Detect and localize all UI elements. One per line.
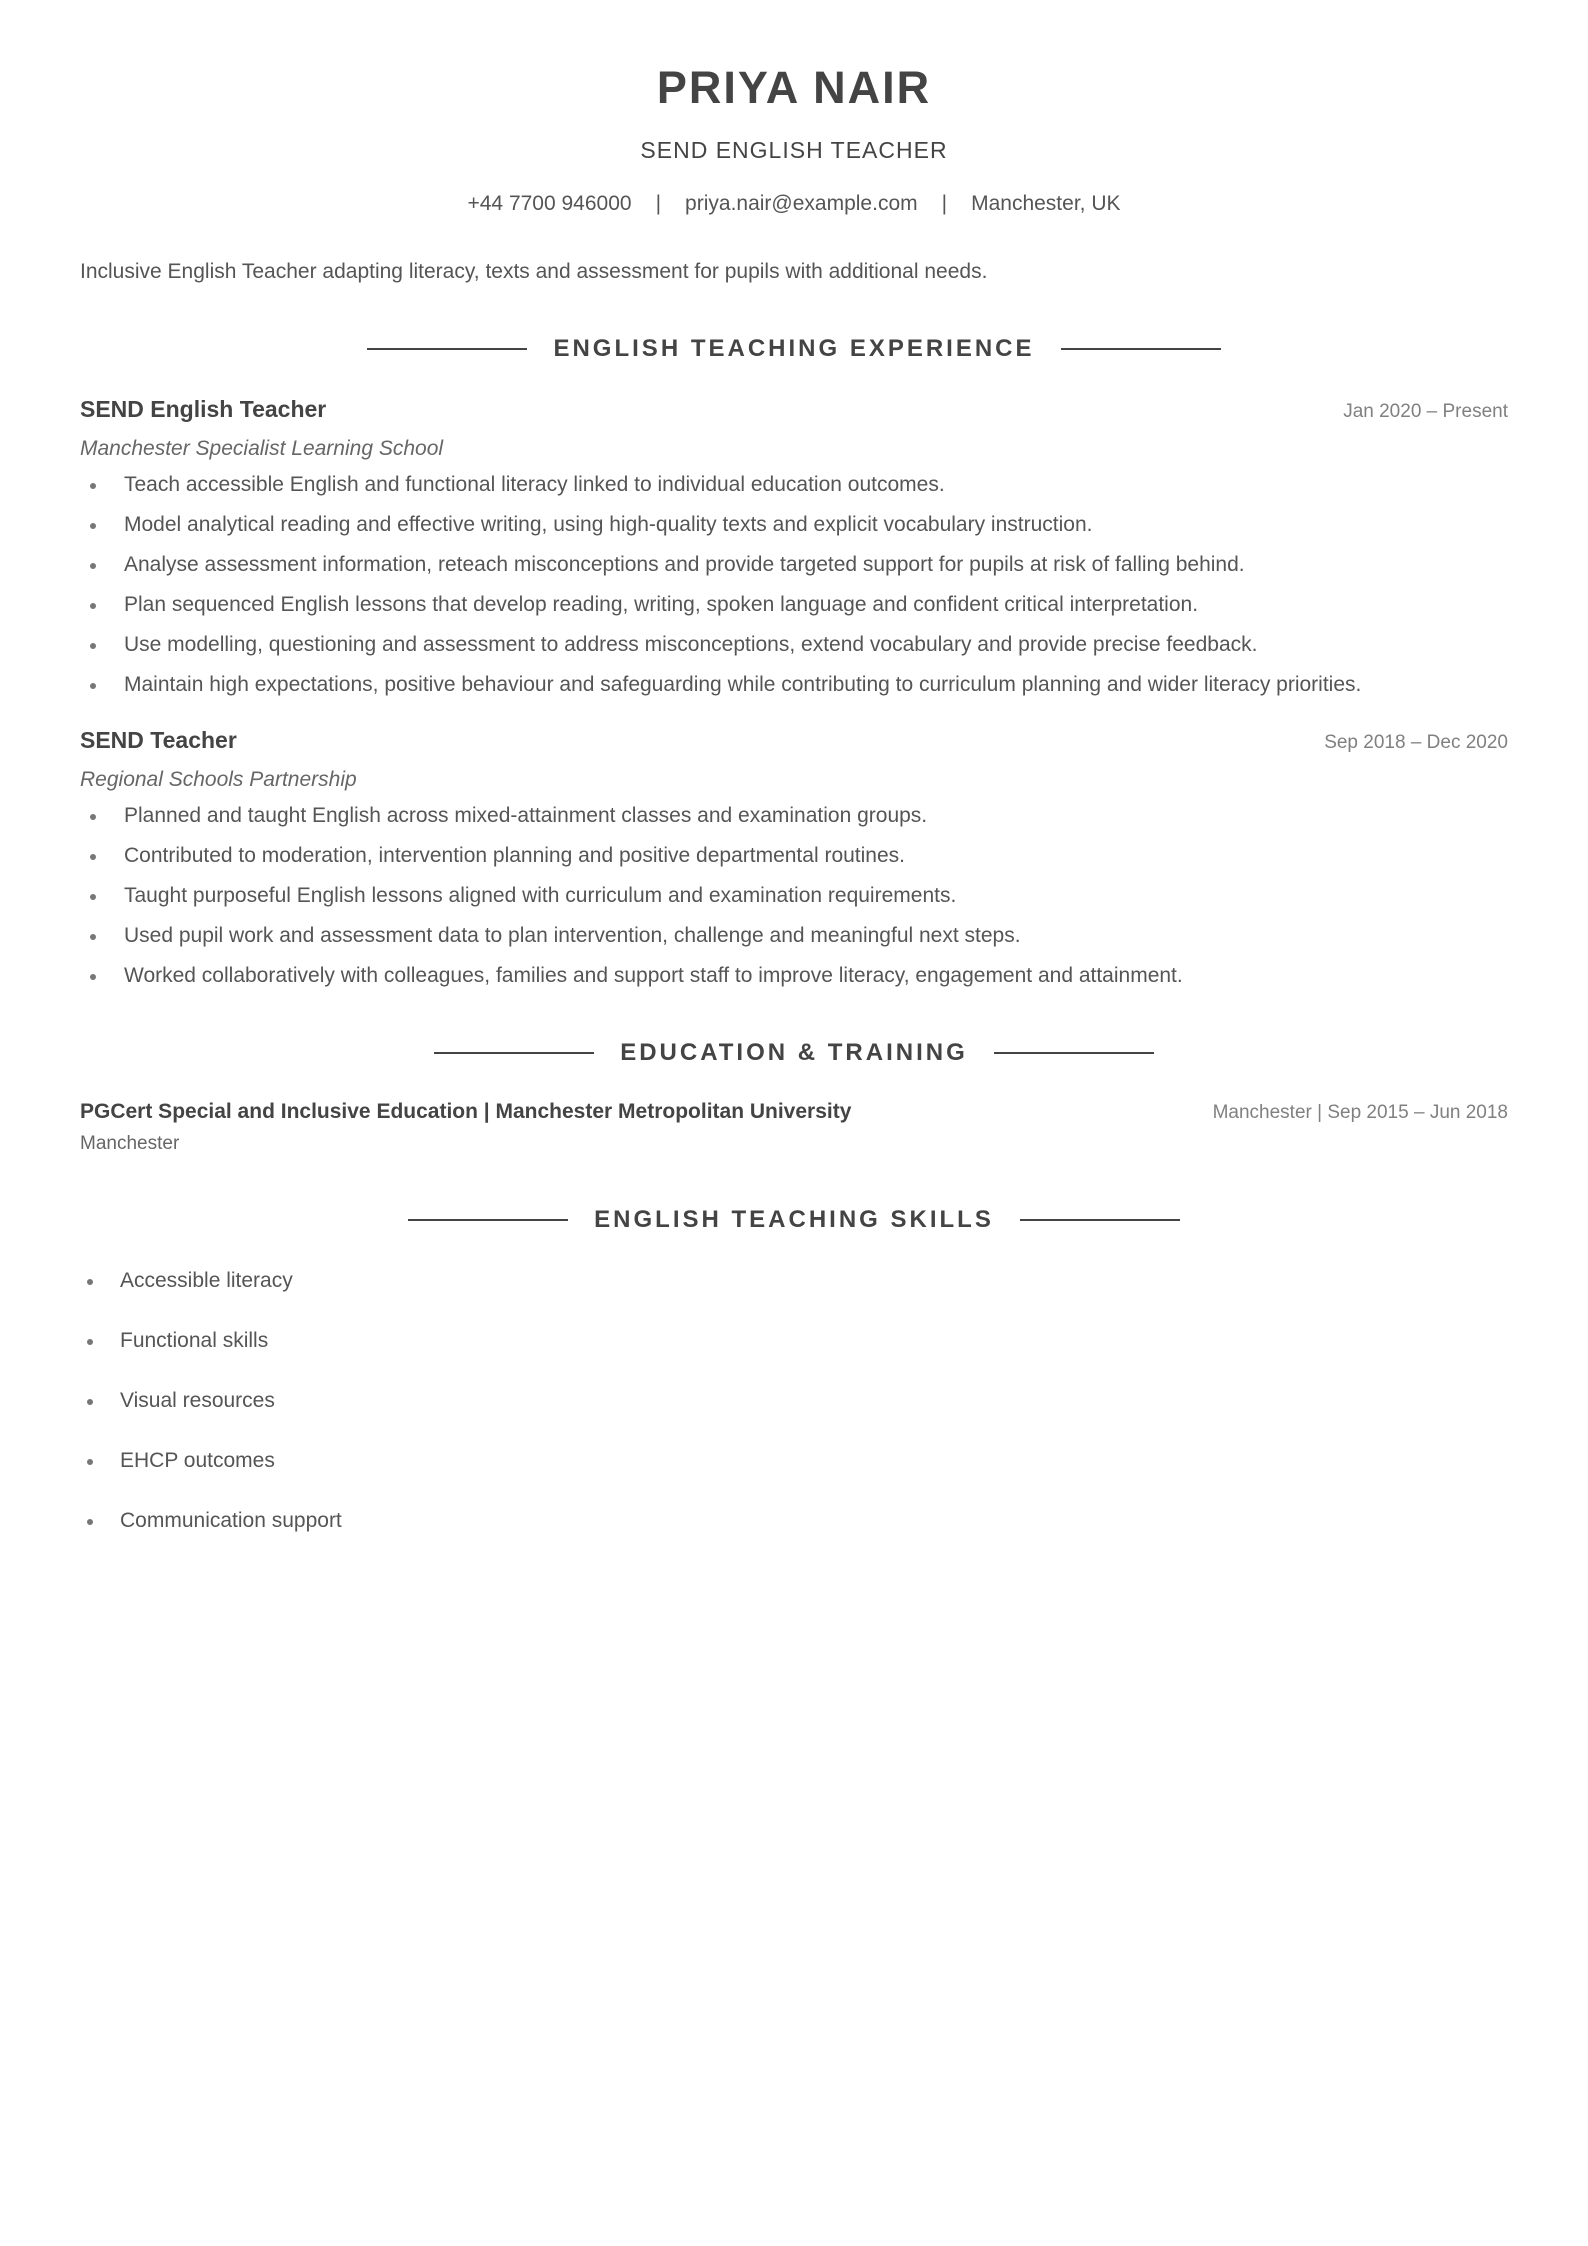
skills-list <box>80 1267 1508 1535</box>
job-bullet: Model analytical reading and effective writing, using high-quality texts and explicit vocabulary instruction. <box>124 511 1508 539</box>
contact-email: priya.nair@example.com <box>685 192 918 215</box>
job-bullet-list <box>80 802 1508 990</box>
education-location: Manchester <box>80 1133 180 1154</box>
contact-separator: | <box>941 192 948 215</box>
education-header <box>80 1098 1508 1127</box>
job-bullet: Worked collaboratively with colleagues, families and support staff to improve literacy, engagement and attainment. <box>124 962 1508 990</box>
section-rule-left <box>367 348 527 350</box>
job-dates: Sep 2018 – Dec 2020 <box>1324 732 1508 753</box>
profile-summary: Inclusive English Teacher adapting literacy, texts and assessment for pupils with additional needs. <box>80 260 988 283</box>
contact-location: Manchester, UK <box>971 192 1121 215</box>
job-title: SEND ENGLISH TEACHER <box>640 137 948 163</box>
job-bullet-list <box>80 471 1508 699</box>
contact-phone: +44 7700 946000 <box>467 192 632 215</box>
job-entry <box>80 725 1508 990</box>
skill-item: Communication support <box>120 1507 1508 1535</box>
skill-item: Visual resources <box>120 1387 1508 1415</box>
section-title: ENGLISH TEACHING SKILLS <box>594 1206 994 1233</box>
education-dates: Manchester | Sep 2015 – Jun 2018 <box>1212 1102 1508 1123</box>
candidate-name: PRIYA NAIR <box>656 62 932 113</box>
job-organization: Manchester Specialist Learning School <box>80 437 444 460</box>
job-role: SEND English Teacher <box>80 396 327 422</box>
section-rule-right <box>994 1052 1154 1054</box>
contact-separator: | <box>655 192 662 215</box>
section-rule-right <box>1061 348 1221 350</box>
contact-line <box>80 190 1508 218</box>
job-dates: Jan 2020 – Present <box>1343 401 1508 422</box>
job-bullet: Plan sequenced English lessons that develop reading, writing, spoken language and confident critical interpretation. <box>124 591 1508 619</box>
job-bullet: Teach accessible English and functional literacy linked to individual education outcomes. <box>124 471 1508 499</box>
section-rule-left <box>434 1052 594 1054</box>
section-rule-left <box>408 1219 568 1221</box>
job-role: SEND Teacher <box>80 727 237 753</box>
section-header-education <box>80 1038 1508 1068</box>
job-bullet: Used pupil work and assessment data to plan intervention, challenge and meaningful next steps. <box>124 922 1508 950</box>
job-header <box>80 725 1508 758</box>
job-organization: Regional Schools Partnership <box>80 768 357 791</box>
job-bullet: Planned and taught English across mixed-attainment classes and examination groups. <box>124 802 1508 830</box>
education-entry <box>80 1098 1508 1157</box>
job-bullet: Contributed to moderation, intervention planning and positive departmental routines. <box>124 842 1508 870</box>
skill-item: EHCP outcomes <box>120 1447 1508 1475</box>
skill-item: Accessible literacy <box>120 1267 1508 1295</box>
education-degree: PGCert Special and Inclusive Education | Manchester Metropolitan University <box>80 1100 852 1123</box>
skill-item: Functional skills <box>120 1327 1508 1355</box>
section-header-skills <box>80 1205 1508 1235</box>
job-bullet: Taught purposeful English lessons aligned with curriculum and examination requirements. <box>124 882 1508 910</box>
section-title: ENGLISH TEACHING EXPERIENCE <box>553 335 1035 362</box>
job-bullet: Analyse assessment information, reteach misconceptions and provide targeted support for pupils at risk of falling behind. <box>124 551 1508 579</box>
job-header <box>80 394 1508 427</box>
job-bullet: Maintain high expectations, positive behaviour and safeguarding while contributing to curriculum planning and wider literacy priorities. <box>124 671 1508 699</box>
job-entry <box>80 394 1508 699</box>
section-title: EDUCATION & TRAINING <box>620 1039 968 1066</box>
section-rule-right <box>1020 1219 1180 1221</box>
section-header-experience <box>80 334 1508 364</box>
job-bullet: Use modelling, questioning and assessment to address misconceptions, extend vocabulary and provide precise feedback. <box>124 631 1508 659</box>
